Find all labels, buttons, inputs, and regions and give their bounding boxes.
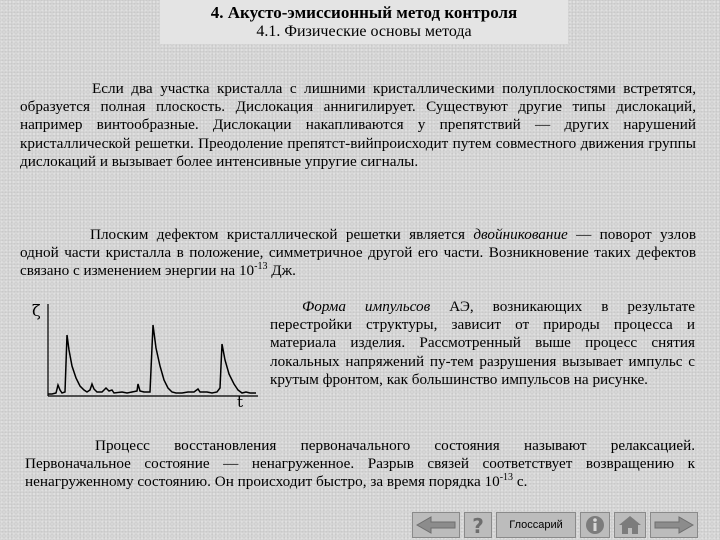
term-pulse-shape: Форма импульсов [302, 298, 431, 315]
term-twinning: двойникование [473, 226, 568, 243]
page-subtitle: 4.1. Физические основы метода [256, 23, 472, 40]
paragraph-pulse-shape [270, 298, 695, 389]
graph-x-label: t [237, 393, 244, 411]
paragraph-twinning-body: — поворот узлов одной части кристалла в положение, симметричное другой его части. Возникновение таких дефектов связано с изменением энергии на 10 [20, 226, 696, 280]
arrow-left-icon [415, 515, 457, 535]
glossary-label: Глоссарий [509, 519, 563, 531]
paragraph-relaxation-text: Процесс восстановления первоначального состояния называют релаксацией. Первоначальное состояние — ненагруженное. Разрыв связей соответствует возвращению к ненагруженному состоянию. Он происходит быстро, за время порядка 10 [25, 437, 695, 491]
info-icon [584, 514, 606, 536]
pulse-waveform [48, 325, 256, 394]
time-unit: с. [513, 473, 528, 491]
svg-text:?: ? [472, 514, 484, 536]
energy-exponent: -13 [254, 261, 268, 273]
paragraph-pulse-shape-text: АЭ, возникающих в результате перестройки структуры, зависит от природы процесса и материала изделия. Рассмотренный выше процесс снятия локальных напряжений пу-тем разрушения вызывает импульс с крутым фронтом, как большинство импульсов на рисунке. [270, 298, 695, 388]
back-button[interactable] [412, 512, 460, 538]
question-icon [467, 514, 489, 536]
page-title: 4. Акусто-эмиссионный метод контроля [210, 3, 518, 22]
time-exponent: -13 [499, 472, 514, 484]
home-button[interactable] [614, 512, 646, 538]
info-button[interactable] [580, 512, 610, 538]
paragraph-twinning [20, 226, 696, 281]
title-box [160, 0, 568, 44]
forward-button[interactable] [650, 512, 698, 538]
paragraph-dislocations-text: Если два участка кристалла с лишними кристаллическими полуплоскостями встретятся, образуется полная плоскость. Дислокация аннигилирует. Существуют другие типы дислокаций, например винтообразные. Дислокации накапливаются у препятствий — других нарушений кристаллической решетки. Преодоление препятст-вийпроисходит путем совместного движения группы дислокаций и вызывает более интенсивные упругие сигналы. [20, 80, 696, 170]
home-icon [617, 514, 643, 536]
glossary-button[interactable] [496, 512, 576, 538]
graph-y-label: ζ [32, 301, 41, 320]
paragraph-twinning-lead: Плоским дефектом кристаллической решетки является [90, 226, 474, 243]
arrow-right-icon [653, 515, 695, 535]
paragraph-relaxation [25, 437, 695, 492]
energy-unit: Дж. [267, 262, 296, 280]
paragraph-dislocations [20, 80, 696, 171]
pulse-graph [32, 300, 268, 415]
help-button[interactable] [464, 512, 492, 538]
